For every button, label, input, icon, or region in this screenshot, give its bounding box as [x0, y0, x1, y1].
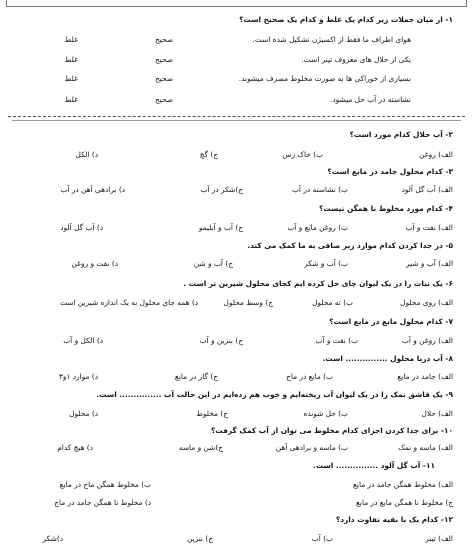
q7-option-d[interactable]: د) الکل و آب: [63, 336, 103, 345]
q10-option-d[interactable]: د) هیچ کدام: [57, 443, 93, 452]
wrong-option-3[interactable]: غلط: [64, 74, 78, 83]
q3-option-b[interactable]: ب) نشاسته در آب: [291, 185, 348, 194]
q9-option-d[interactable]: د) محلول: [69, 409, 98, 418]
question-8: ۸- آب دریا محلول ............... است.: [322, 354, 453, 363]
q12-option-a[interactable]: الف) تینر: [425, 534, 453, 543]
wrong-option-2[interactable]: غلط: [64, 55, 78, 64]
statement-3: بسیاری از خوراکی ها به صورت مخلوط مصرف میشوند.: [238, 74, 411, 83]
section-underline: [12, 120, 461, 121]
q10-option-b[interactable]: ب) ماسه و برادهی آهن: [275, 443, 348, 452]
question-6: ۶- یک نبات را در یک لیوان چای حل کرده ایم کجای محلول شیرین تر است .: [183, 279, 453, 288]
correct-option-2[interactable]: صحیح: [154, 55, 173, 64]
question-7: ۷- کدام محلول مایع در مایع است؟: [329, 317, 453, 326]
q6-option-d[interactable]: د) همه جای محلول به یک اندازه شیرین است: [60, 298, 198, 307]
q9-option-a[interactable]: الف) حلال: [421, 409, 453, 418]
q12-option-d[interactable]: د)شکر: [42, 534, 63, 543]
question-4: ۴- کدام مورد مخلوط نا همگن نیست؟: [318, 204, 453, 213]
q6-option-b[interactable]: ب) ته محلول: [312, 298, 353, 307]
q8-option-c[interactable]: ج) گاز در مایع: [174, 372, 218, 381]
q4-option-d[interactable]: د) آب گل آلود: [60, 223, 103, 232]
question-2: ۲- آب حلال کدام مورد است؟: [349, 130, 453, 139]
wrong-option-4[interactable]: غلط: [64, 95, 78, 104]
q8-option-a[interactable]: الف) جامد در مایع: [397, 372, 453, 381]
q7-option-a[interactable]: الف) روغن و آب: [401, 336, 453, 345]
correct-option-4[interactable]: صحیح: [154, 95, 173, 104]
statement-2: یکی از حلال های معروف تینر است.: [301, 55, 411, 64]
q3-option-c[interactable]: ج)شکر در آب: [200, 185, 243, 194]
q12-option-b[interactable]: ب) آب: [311, 534, 333, 543]
q2-option-c[interactable]: ج) گچ: [199, 150, 218, 159]
q5-option-c[interactable]: ج) آب و شن: [193, 259, 233, 268]
q9-option-c[interactable]: ج) مخلوط: [196, 409, 228, 418]
q7-option-b[interactable]: ب) نفت و آب: [315, 336, 358, 345]
question-5: ۵- در جدا کردن کدام موارد زیر صافی به ما کمک می کند.: [247, 241, 453, 250]
q8-option-b[interactable]: ب) مایع در ماج: [286, 372, 333, 381]
statement-4: نشاسته در آب حل میشود.: [330, 95, 411, 104]
question-1: ۱- از میان جملات زیر کدام یک غلط و کدام یک صحیح است؟: [239, 15, 453, 24]
q10-option-c[interactable]: ج)شن و ماسه: [178, 443, 223, 452]
q4-option-c[interactable]: ج) آب و آبلیمو: [198, 223, 243, 232]
q11-option-c[interactable]: ج) مخلوط نا همگن مایع در مایع: [355, 498, 453, 507]
q4-option-a[interactable]: الف) نفت و آب: [405, 223, 453, 232]
q11-option-b[interactable]: ب) مخلوط همگن ماج در مایع: [59, 480, 151, 489]
page-border-top: [6, 0, 467, 7]
correct-option-3[interactable]: صحیح: [154, 74, 173, 83]
q8-option-d[interactable]: د) موارد ۱و۳: [58, 372, 98, 381]
q10-option-a[interactable]: الف) ماسه و نمک: [398, 443, 453, 452]
q4-option-b[interactable]: ب) روغن مایع و آب: [287, 223, 348, 232]
q9-option-b[interactable]: ب) حل شونده: [303, 409, 348, 418]
q2-option-d[interactable]: د) الکل: [75, 150, 98, 159]
q3-option-a[interactable]: الف) آب گل آلود: [401, 185, 453, 194]
section-divider: [8, 116, 465, 117]
q6-option-c[interactable]: ج) وسط محلول: [223, 298, 273, 307]
q11-option-a[interactable]: الف) مخلوط همگن جامد در مایع: [352, 480, 453, 489]
question-10: ۱۰- برای جدا کردن اجزای کدام مخلوط می توان از آب کمک گرفت؟: [210, 426, 453, 435]
q5-option-b[interactable]: ب) آب و شکر: [304, 259, 348, 268]
q5-option-d[interactable]: د) نفت و روغن: [71, 259, 118, 268]
question-11: ۱۱- آب گل آلود ............... است.: [312, 461, 435, 470]
correct-option-1[interactable]: صحیح: [154, 35, 173, 44]
statement-1: هوای اطراف ما فقط از اکسیژن تشکیل شده است.: [252, 35, 411, 44]
q3-option-d[interactable]: د) برادهی آهن در آب: [60, 185, 125, 194]
q11-option-d[interactable]: د) مخلوط نا همگن جامد در ماج: [54, 498, 151, 507]
question-12: ۱۲- کدام یک با بقیه تفاوت دارد؟: [335, 515, 453, 524]
q7-option-c[interactable]: ج) بنزین و آب: [199, 336, 243, 345]
q2-option-a[interactable]: الف) روغن: [419, 150, 453, 159]
q2-option-b[interactable]: ب) خاک رس: [282, 150, 323, 159]
q12-option-c[interactable]: ج) بنزین: [186, 534, 213, 543]
question-9: ۹- یک قاشق نمک را در یک لیوان آب ریخته‌ایم و خوب هم زده‌ایم در این حالت آب ............... است.: [96, 390, 453, 399]
wrong-option-1[interactable]: غلط: [64, 35, 78, 44]
q5-option-a[interactable]: الف) آب و شیر: [406, 259, 453, 268]
q6-option-a[interactable]: الف) روی محلول: [400, 298, 453, 307]
question-3: ۳- کدام محلول جامد در مایع است؟: [327, 167, 453, 176]
